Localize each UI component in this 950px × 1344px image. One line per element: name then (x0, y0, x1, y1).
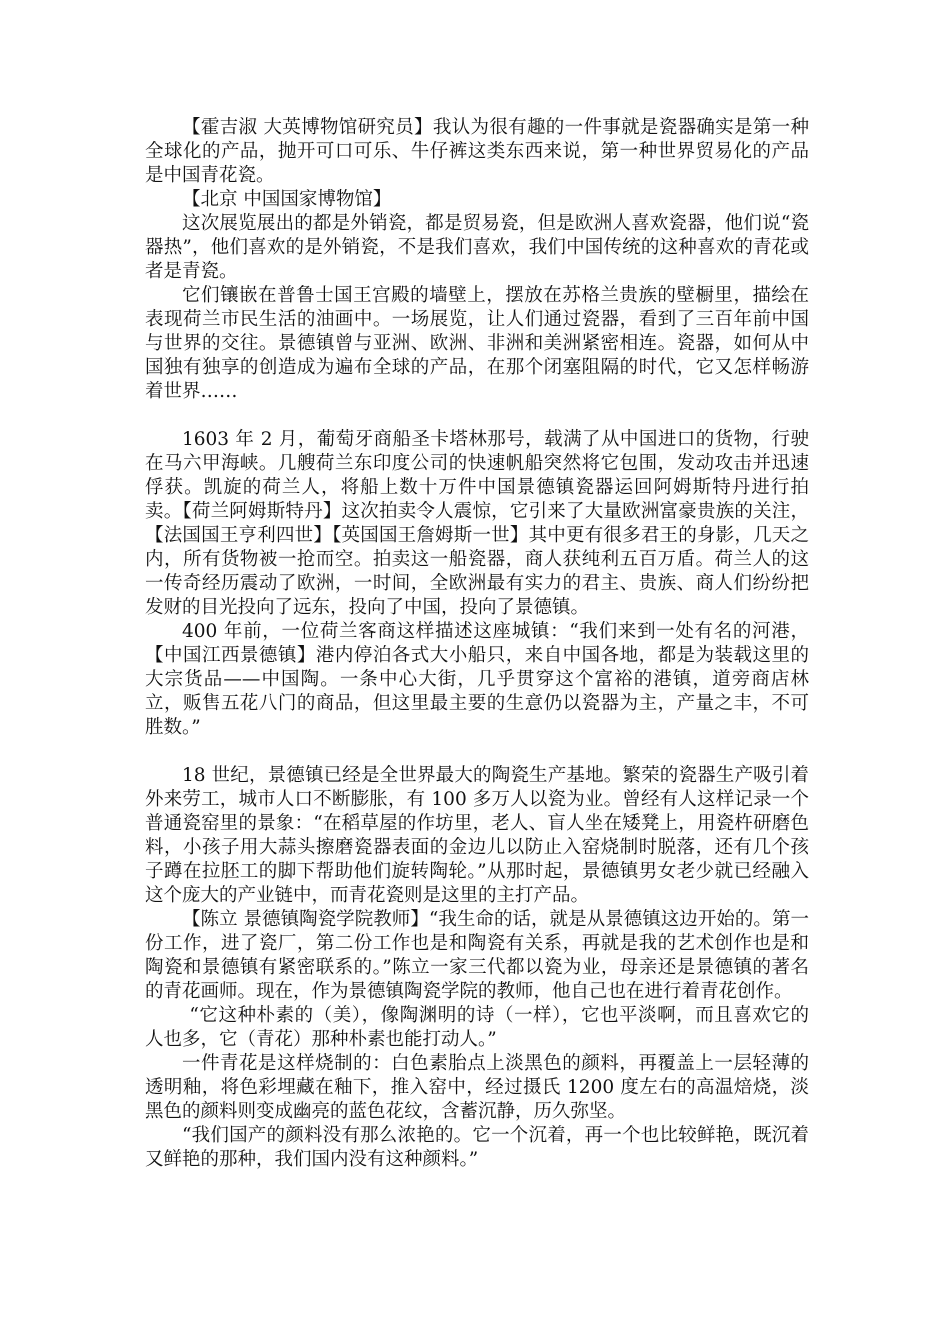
paragraph-quote-pigment: “我们国产的颜料没有那么浓艳的。它一个沉着，再一个也比较鲜艳，既沉着又鲜艳的那种，我们国内没有这种颜料。” (145, 1125, 809, 1170)
paragraph-1603-auction: 1603 年 2 月，葡萄牙商船圣卡塔林那号，载满了从中国进口的货物，行驶在马六甲海峡。几艘荷兰东印度公司的快速帆船突然将它包围，发动攻击并迅速俘获。凯旋的荷兰人，将船上数十万件中国景德镇瓷器运回阿姆斯特丹进行拍卖。【荷兰阿姆斯特丹】这次拍卖令人震惊，它引来了大量欧洲富豪贵族的关注，【法国国王亨利四世】【英国国王詹姆斯一世】其中更有很多君王的身影，几天之内，所有货物被一抢而空。拍卖这一船瓷器，商人获纯利五百万盾。荷兰人的这一传奇经历震动了欧洲，一时间，全欧洲最有实力的君主、贵族、商人们纷纷把发财的目光投向了远东，投向了中国，投向了景德镇。 (145, 429, 809, 618)
paragraph-18th-century: 18 世纪，景德镇已经是全世界最大的陶瓷生产基地。繁荣的瓷器生产吸引着外来劳工，城市人口不断膨胀，有 100 多万人以瓷为业。曾经有人这样记录一个普通瓷窑里的景象：“在稻草屋的作坊里，老人、盲人坐在矮凳上，用瓷杵研磨色料，小孩子用大蒜头擦磨瓷器表面的金边儿以防止入窑烧制时脱落，还有几个孩子蹲在拉胚工的脚下帮助他们旋转陶轮。”从那时起，景德镇男女老少就已经融入这个庞大的产业链中，而青花瓷则是这里的主打产品。 (145, 765, 809, 906)
document-page (145, 116, 809, 1172)
paragraph-dutch-merchant: 400 年前，一位荷兰客商这样描述这座城镇：“我们来到一处有名的河港，【中国江西景德镇】港内停泊各式大小船只，来自中国各地，都是为装载这里的大宗货品——中国陶。一条中心大街，几乎贯穿这个富裕的港镇，道旁商店林立，贩售五花八门的商品，但这里最主要的生意仍以瓷器为主，产量之丰，不可胜数。” (145, 621, 809, 738)
paragraph-palace-walls: 它们镶嵌在普鲁士国王宫殿的墙壁上，摆放在苏格兰贵族的壁橱里，描绘在表现荷兰市民生活的油画中。一场展览，让人们通过瓷器，看到了三百年前中国与世界的交往。景德镇曾与亚洲、欧洲、非洲和美洲紧密相连。瓷器，如何从中国独有独享的创造成为遍布全球的产品，在那个闭塞阻隔的时代，它又怎样畅游着世界…… (145, 285, 809, 402)
paragraph-quote-simplicity: “它这种朴素的（美），像陶渊明的诗（一样），它也平淡啊，而且喜欢它的人也多，它（青花）那种朴素也能打动人。” (145, 1005, 809, 1050)
paragraph-exhibition: 这次展览展出的都是外销瓷，都是贸易瓷，但是欧洲人喜欢瓷器，他们说“瓷器热”，他们喜欢的是外销瓷，不是我们喜欢，我们中国传统的这种喜欢的青花或者是青瓷。 (145, 213, 809, 282)
paragraph-interview-hou: 【霍吉淑 大英博物馆研究员】我认为很有趣的一件事就是瓷器确实是第一种全球化的产品，抛开可口可乐、牛仔裤这类东西来说，第一种世界贸易化的产品是中国青花瓷。 (145, 117, 809, 186)
paragraph-interview-chen: 【陈立 景德镇陶瓷学院教师】“我生命的话，就是从景德镇这边开始的。第一份工作，进了瓷厂，第二份工作也是和陶瓷有关系，再就是我的艺术创作也是和陶瓷和景德镇有紧密联系的。”陈立一家三代都以瓷为业，母亲还是景德镇的著名的青花画师。现在，作为景德镇陶瓷学院的教师，他自己也在进行着青花创作。 (145, 909, 809, 1002)
paragraph-firing-process: 一件青花是这样烧制的：白色素胎点上淡黑色的颜料，再覆盖上一层轻薄的透明釉，将色彩埋藏在釉下，推入窑中，经过摄氏 1200 度左右的高温焙烧，淡黑色的颜料则变成幽亮的蓝色花纹，含蓄沉静，历久弥坚。 (145, 1053, 809, 1122)
paragraph-location-caption: 【北京 中国国家博物馆】 (182, 189, 392, 210)
